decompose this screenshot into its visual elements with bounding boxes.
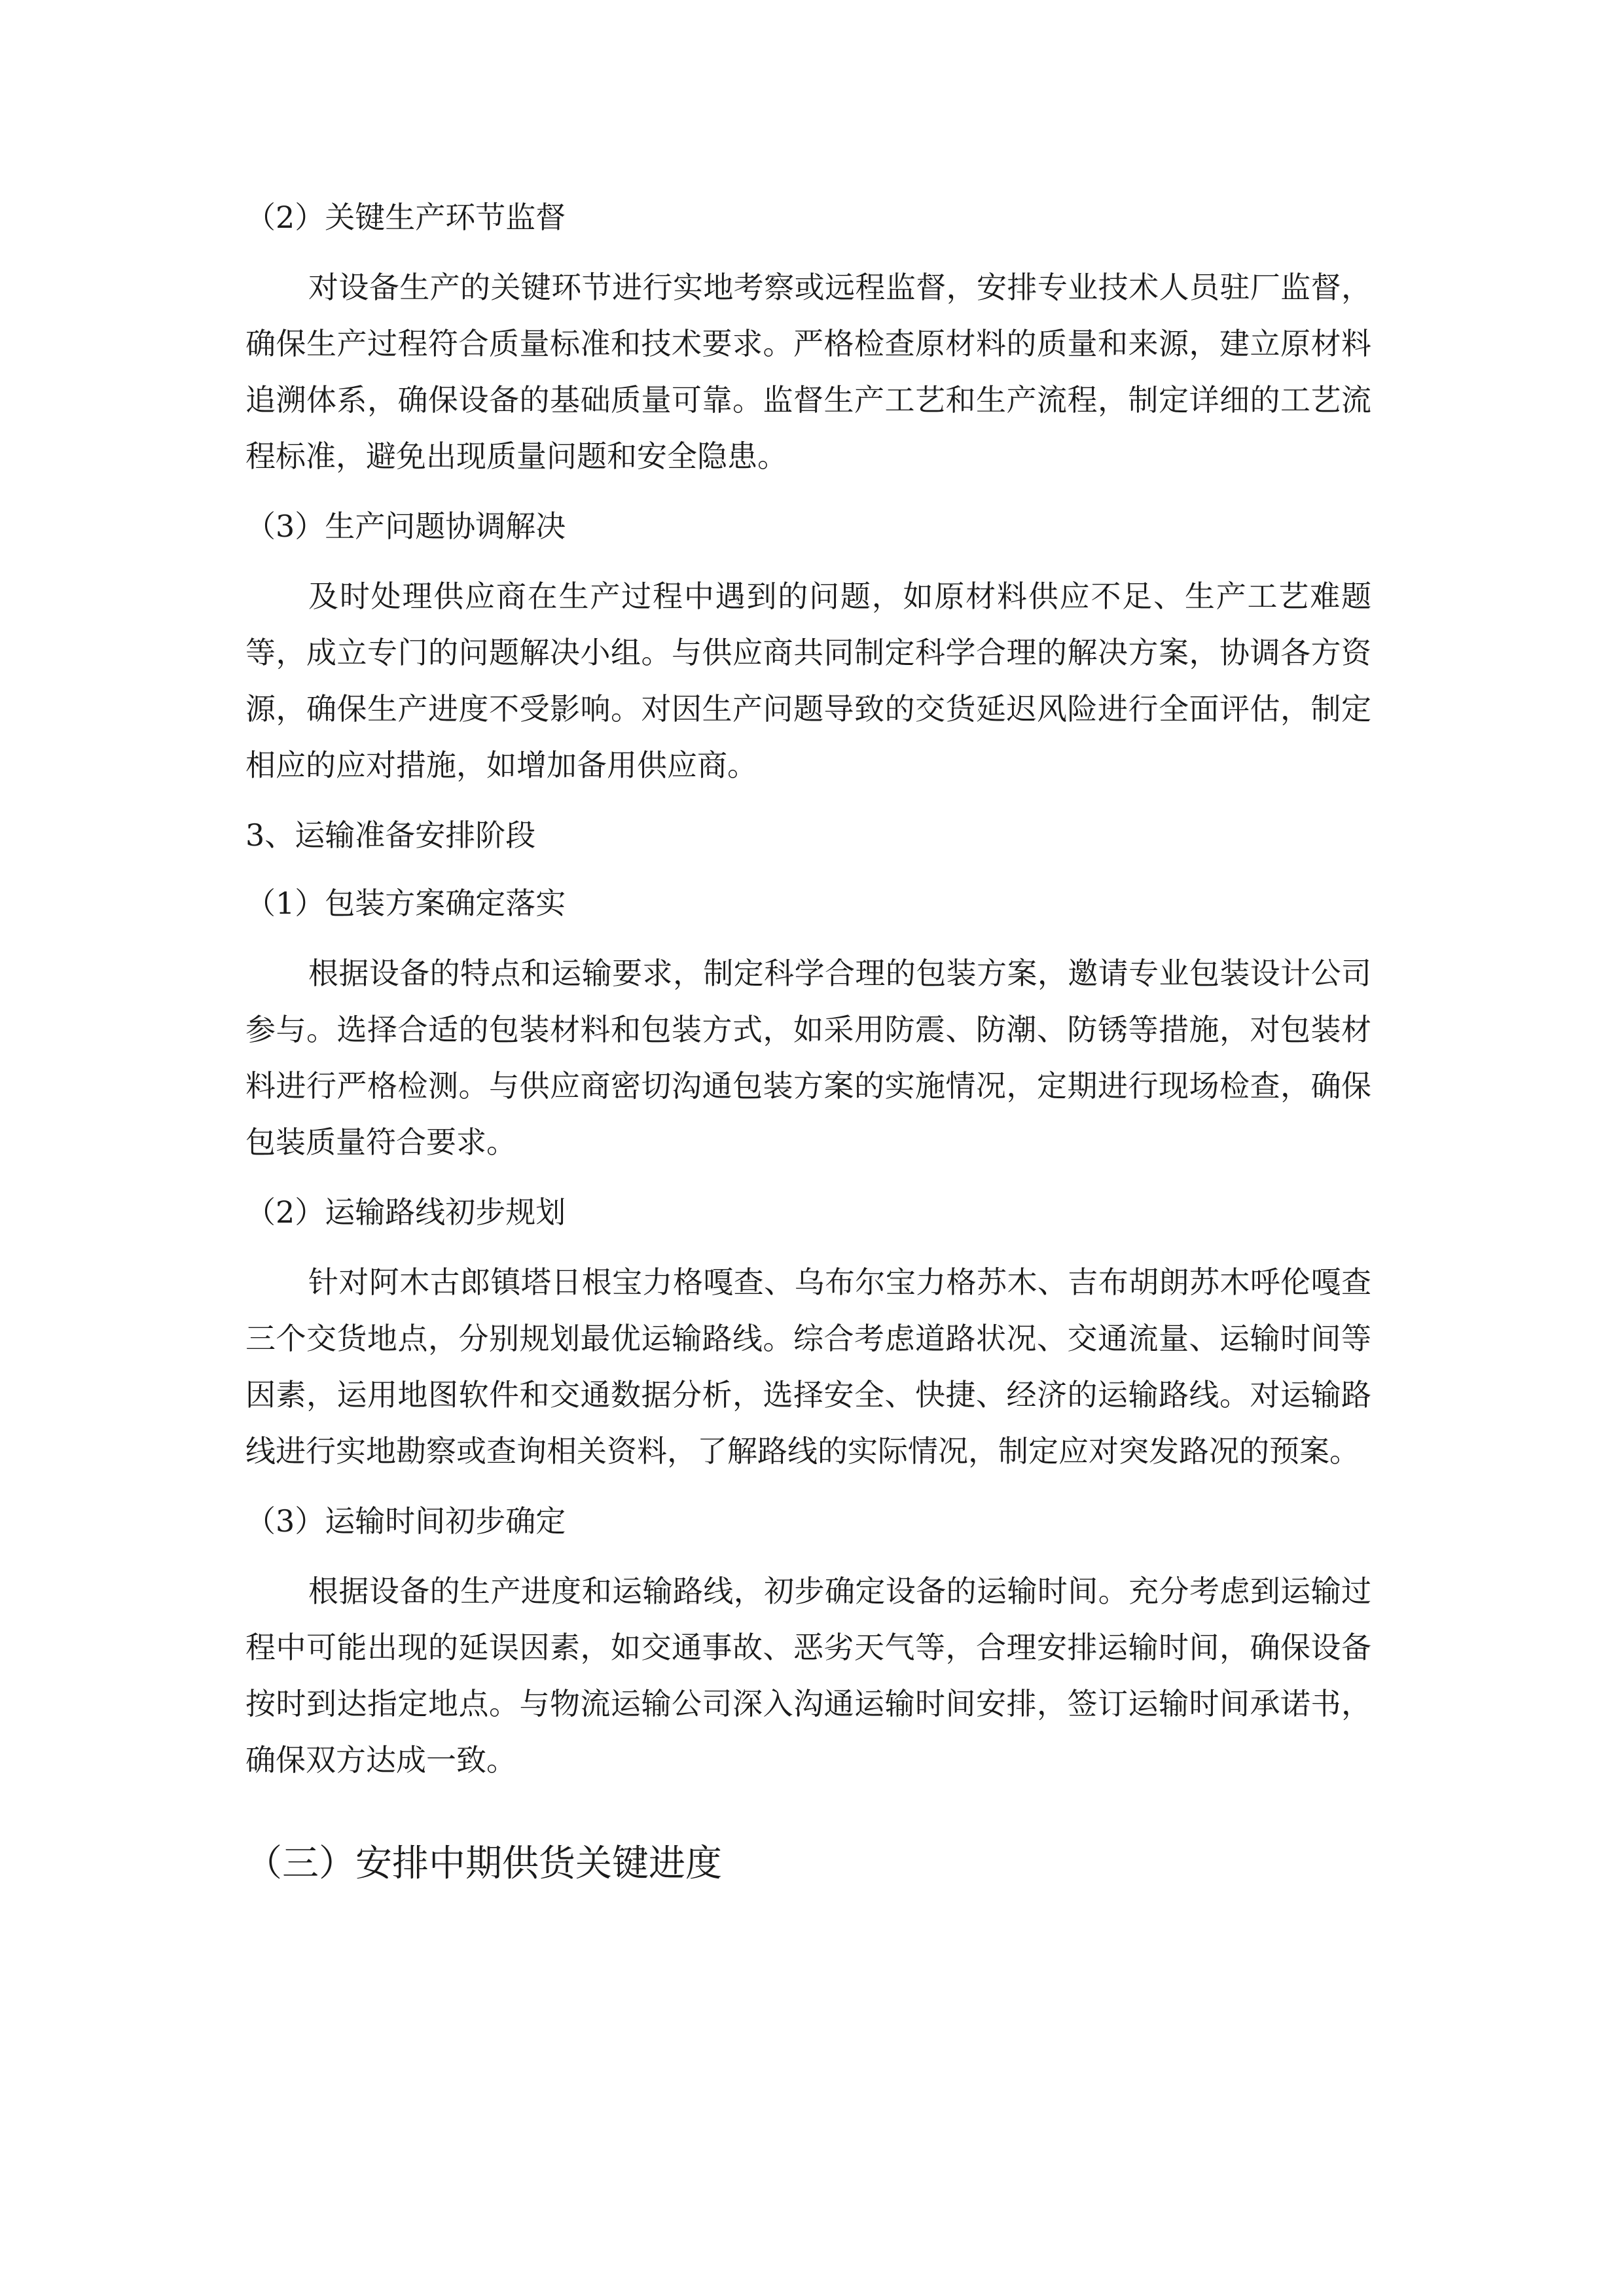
heading-transport-preparation-stage: 3、运输准备安排阶段 — [245, 817, 536, 853]
section-heading-mid-term-supply: （三）安排中期供货关键进度 — [245, 1842, 722, 1885]
heading-production-problem-resolution: （3）生产问题协调解决 — [245, 509, 566, 544]
heading-transport-route-planning: （2）运输路线初步规划 — [245, 1194, 566, 1230]
heading-packaging-plan: （1）包装方案确定落实 — [245, 886, 566, 921]
heading-key-production-supervision: （2）关键生产环节监督 — [245, 200, 566, 235]
heading-transport-time: （3）运输时间初步确定 — [245, 1503, 566, 1539]
paragraph-key-production-supervision: 对设备生产的关键环节进行实地考察或远程监督，安排专业技术人员驻厂监督，确保生产过程符合质量标准和技术要求。严格检查原材料的质量和来源，建立原材料追溯体系，确保设备的基础质量可靠。监督生产工艺和生产流程，制定详细的工艺流程标准，避免出现质量问题和安全隐患。 — [245, 270, 1371, 474]
paragraph-transport-time: 根据设备的生产进度和运输路线，初步确定设备的运输时间。充分考虑到运输过程中可能出现的延误因素，如交通事故、恶劣天气等，合理安排运输时间，确保设备按时到达指定地点。与物流运输公司深入沟通运输时间安排，签订运输时间承诺书，确保双方达成一致。 — [245, 1573, 1371, 1778]
paragraph-packaging-plan: 根据设备的特点和运输要求，制定科学合理的包装方案，邀请专业包装设计公司参与。选择合适的包装材料和包装方式，如采用防震、防潮、防锈等措施，对包装材料进行严格检测。与供应商密切沟通包装方案的实施情况，定期进行现场检查，确保包装质量符合要求。 — [245, 956, 1371, 1160]
document-body — [245, 191, 1371, 1897]
paragraph-transport-route-planning: 针对阿木古郎镇塔日根宝力格嘎查、乌布尔宝力格苏木、吉布胡朗苏木呼伦嘎查三个交货地点，分别规划最优运输路线。综合考虑道路状况、交通流量、运输时间等因素，运用地图软件和交通数据分析，选择安全、快捷、经济的运输路线。对运输路线进行实地勘察或查询相关资料，了解路线的实际情况，制定应对突发路况的预案。 — [245, 1265, 1371, 1469]
paragraph-production-problem-resolution: 及时处理供应商在生产过程中遇到的问题，如原材料供应不足、生产工艺难题等，成立专门的问题解决小组。与供应商共同制定科学合理的解决方案，协调各方资源，确保生产进度不受影响。对因生产问题导致的交货延迟风险进行全面评估，制定相应的应对措施，如增加备用供应商。 — [245, 579, 1371, 783]
